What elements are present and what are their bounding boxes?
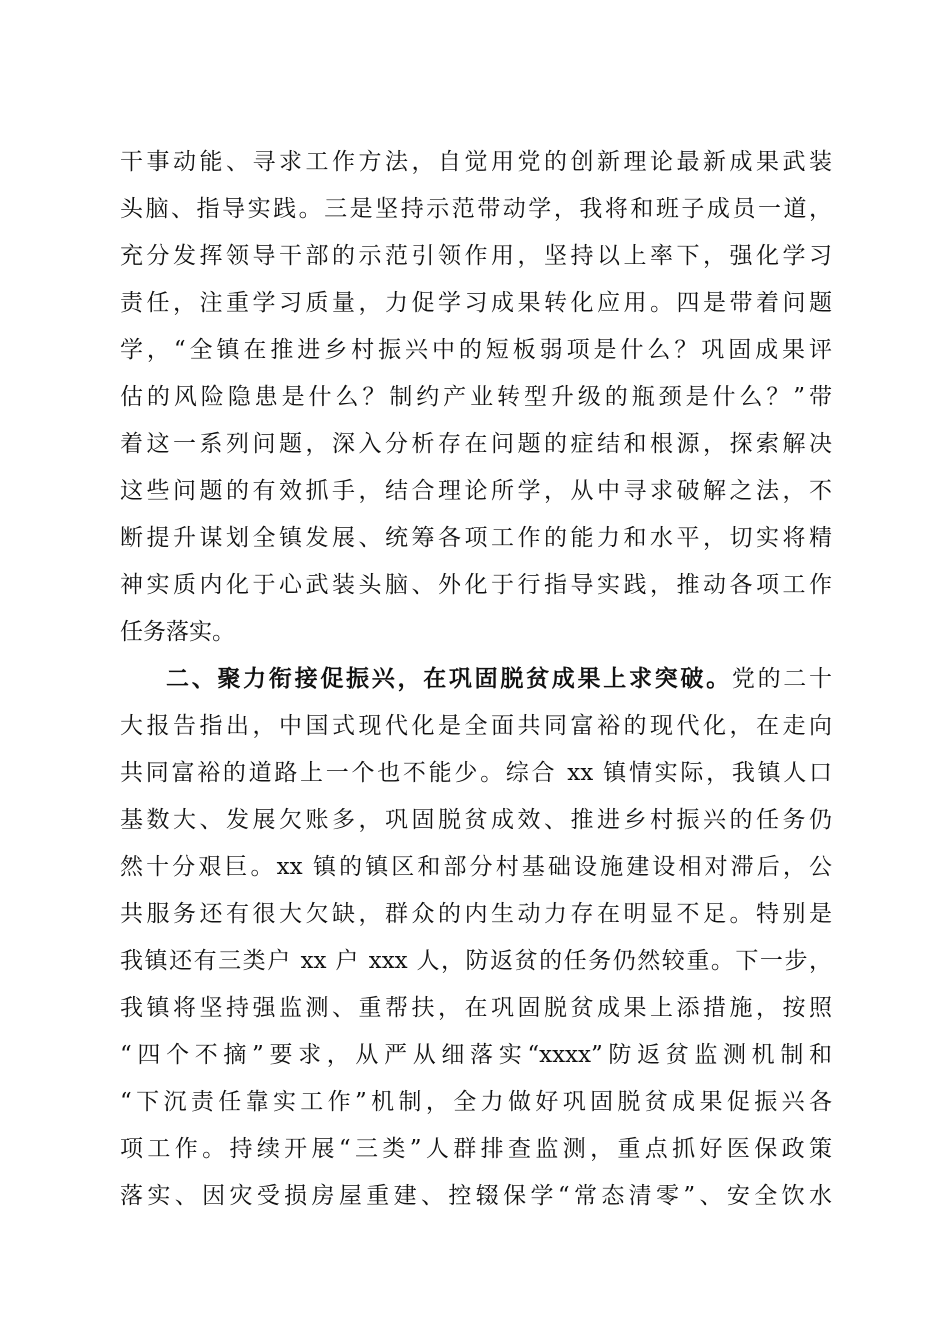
paragraph-line: 神实质内化于心武装头脑、外化于行指导实践，推动各项工作 [120,572,832,598]
paragraph-line: 责任，注重学习质量，力促学习成果转化应用。四是带着问题 [120,290,832,316]
paragraph-line: 充分发挥领导干部的示范引领作用，坚持以上率下，强化学习 [120,243,832,269]
paragraph-line: 共同富裕的道路上一个也不能少。综合 xx 镇情实际，我镇人口 [120,760,832,786]
paragraph-line: 共服务还有很大欠缺，群众的内生动力存在明显不足。特别是 [120,901,832,927]
paragraph-line: 这些问题的有效抓手，结合理论所学，从中寻求破解之法，不 [120,478,832,504]
paragraph-line: 着这一系列问题，深入分析存在问题的症结和根源，探索解决 [120,431,832,457]
paragraph-line: 头脑、指导实践。三是坚持示范带动学，我将和班子成员一道， [120,196,832,222]
section-heading: 二、聚力衔接促振兴，在巩固脱贫成果上求突破。 [166,665,732,692]
paragraph-line: “四个不摘”要求，从严从细落实“xxxx”防返贫监测机制和 [120,1042,832,1068]
paragraph-line: 干事动能、寻求工作方法，自觉用党的创新理论最新成果武装 [120,149,832,175]
paragraph-line: 我镇还有三类户 xx 户 xxx 人，防返贫的任务仍然较重。下一步， [120,948,832,974]
paragraph-line: “下沉责任靠实工作”机制，全力做好巩固脱贫成果促振兴各 [120,1089,832,1115]
paragraph-line: 估的风险隐患是什么？制约产业转型升级的瓶颈是什么？”带 [120,384,832,410]
paragraph-line: 基数大、发展欠账多，巩固脱贫成效、推进乡村振兴的任务仍 [120,807,832,833]
heading-continuation: 党的二十 [731,666,833,692]
paragraph-line: 然十分艰巨。xx 镇的镇区和部分村基础设施建设相对滞后，公 [120,854,832,880]
paragraph-line: 项工作。持续开展“三类”人群排查监测，重点抓好医保政策 [120,1136,832,1162]
paragraph-line: 断提升谋划全镇发展、统筹各项工作的能力和水平，切实将精 [120,525,832,551]
paragraph-line: 任务落实。 [120,619,235,645]
paragraph-line: 大报告指出，中国式现代化是全面共同富裕的现代化，在走向 [120,713,832,739]
section-heading-line [166,657,832,701]
paragraph-line: 落实、因灾受损房屋重建、控辍保学“常态清零”、安全饮水 [120,1183,832,1209]
paragraph-line: 学，“全镇在推进乡村振兴中的短板弱项是什么？巩固成果评 [120,337,832,363]
paragraph-line: 我镇将坚持强监测、重帮扶，在巩固脱贫成果上添措施，按照 [120,995,832,1021]
